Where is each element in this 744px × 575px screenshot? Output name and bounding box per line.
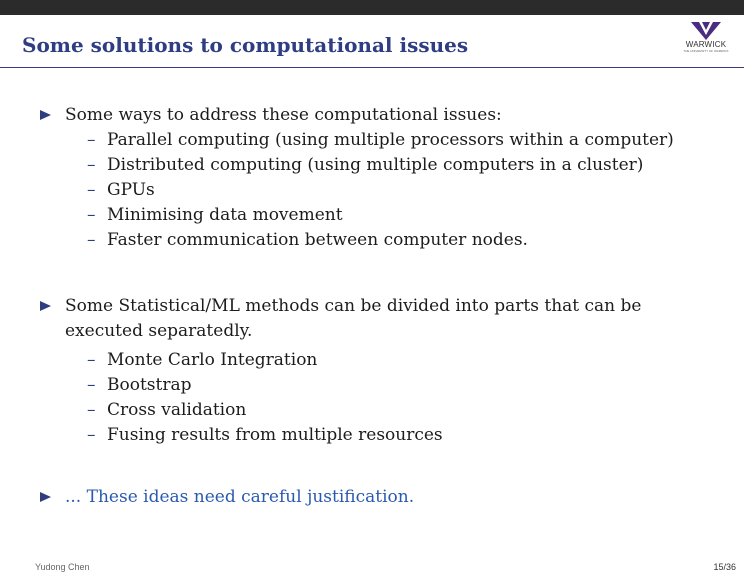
sub-item xyxy=(40,423,641,448)
sub-item xyxy=(40,228,674,253)
footer-page-number: 15/36 xyxy=(713,562,736,572)
bullet-item xyxy=(40,485,414,510)
sub-item xyxy=(40,178,674,203)
triangle-bullet-icon xyxy=(40,110,51,120)
bullet-text-highlight: ... These ideas need careful justification. xyxy=(65,487,415,507)
sub-item-text: GPUs xyxy=(107,180,155,200)
slide-title: Some solutions to computational issues xyxy=(22,33,469,57)
sub-list xyxy=(40,128,674,253)
university-logo xyxy=(680,22,732,60)
dash-bullet-icon: – xyxy=(87,130,96,150)
title-rule xyxy=(0,67,744,68)
dash-bullet-icon: – xyxy=(87,155,96,175)
sub-item xyxy=(40,373,641,398)
dash-bullet-icon: – xyxy=(87,400,96,420)
dash-bullet-icon: – xyxy=(87,230,96,250)
sub-list xyxy=(40,348,641,448)
sub-item xyxy=(40,348,641,373)
top-bar xyxy=(0,0,744,15)
bullet-section-2 xyxy=(40,294,641,448)
logo-name: WARWICK xyxy=(685,40,727,49)
sub-item xyxy=(40,128,674,153)
triangle-bullet-icon xyxy=(40,301,51,311)
sub-item-text: Minimising data movement xyxy=(107,205,343,225)
sub-item-text: Distributed computing (using multiple computers in a cluster) xyxy=(107,155,644,175)
dash-bullet-icon: – xyxy=(87,205,96,225)
sub-item-text: Fusing results from multiple resources xyxy=(107,425,443,445)
dash-bullet-icon: – xyxy=(87,375,96,395)
dash-bullet-icon: – xyxy=(87,350,96,370)
sub-item xyxy=(40,153,674,178)
bullet-text-line-1: Some Statistical/ML methods can be divided into parts that can be xyxy=(65,296,642,316)
sub-item xyxy=(40,398,641,423)
footer-author: Yudong Chen xyxy=(35,562,90,572)
logo-tagline: THE UNIVERSITY OF WARWICK xyxy=(683,49,729,53)
sub-item-text: Faster communication between computer nodes. xyxy=(107,230,528,250)
bullet-section-3 xyxy=(40,485,414,510)
dash-bullet-icon: – xyxy=(87,180,96,200)
sub-item-text: Monte Carlo Integration xyxy=(107,350,318,370)
bullet-text-line-2: executed separatedly. xyxy=(65,321,253,341)
sub-item-text: Parallel computing (using multiple processors within a computer) xyxy=(107,130,674,150)
bullet-section-1 xyxy=(40,103,674,253)
sub-item-text: Bootstrap xyxy=(107,375,192,395)
bullet-text: Some ways to address these computational issues: xyxy=(65,105,502,125)
dash-bullet-icon: – xyxy=(87,425,96,445)
sub-item-text: Cross validation xyxy=(107,400,247,420)
warwick-crest-icon xyxy=(691,22,721,40)
bullet-item xyxy=(40,294,641,344)
triangle-bullet-icon xyxy=(40,492,51,502)
sub-item xyxy=(40,203,674,228)
bullet-item xyxy=(40,103,674,128)
